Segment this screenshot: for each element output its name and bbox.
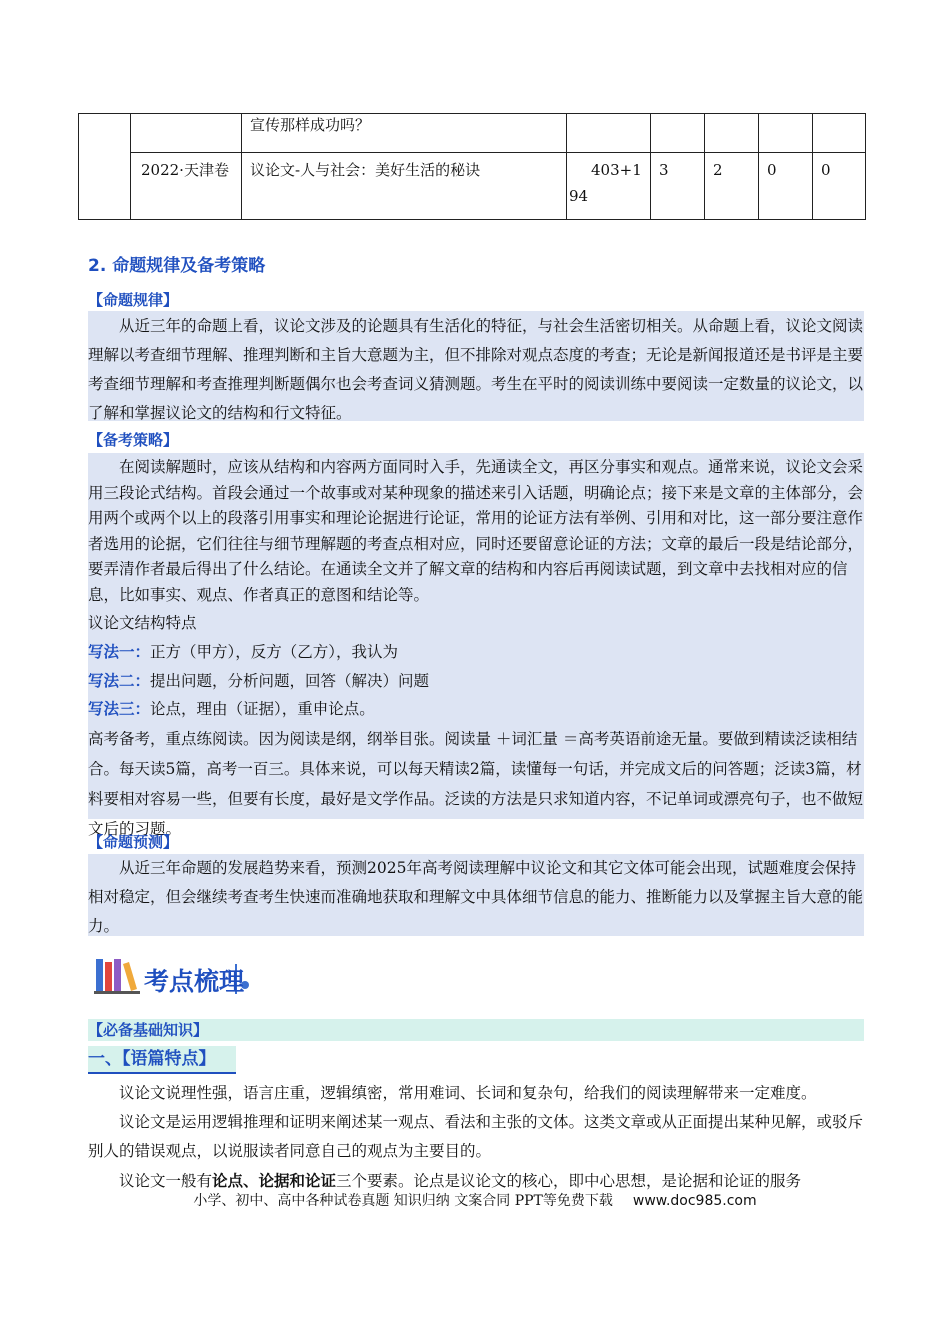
basics-heading: 【必备基础知识】 [88, 1021, 209, 1039]
table-cell [651, 114, 705, 153]
basics-bar [88, 1019, 864, 1041]
features-paragraph-2: 议论文是运用逻辑推理和证明来阐述某一观点、看法和主张的文体。这类文章或从正面提出某种见解，或驳斥别人的错误观点，以说服读者同意自己的观点为主要目的。 [88, 1113, 864, 1160]
table-row [79, 153, 866, 220]
prediction-block [88, 854, 864, 936]
features-paragraph-1: 议论文说理性强，语言庄重，逻辑缜密，常用难词、长词和复杂句，给我们的阅读理解带来一定难度。 [119, 1084, 817, 1102]
exam-stats-table [78, 113, 866, 220]
table-cell: 2022·天津卷 [131, 153, 242, 220]
structure-title: 议论文结构特点 [88, 614, 197, 632]
method-label: 写法二： [88, 671, 151, 690]
table-row [79, 114, 866, 153]
footer-text: 小学、初中、高中各种试卷真题 知识归纳 文案合同 PPT等免费下载 [193, 1193, 613, 1209]
strategy-block [88, 453, 864, 838]
strategy-paragraph: 在阅读解题时，应该从结构和内容两方面同时入手，先通读全文，再区分事实和观点。通常来说，议论文会采用三段论式结构。首段会通过一个故事或对某种现象的描述来引入话题，明确论点；接下来是文章的主体部分，会用两个或两个以上的段落引用事实和理论论据进行论证，常用的论证方法有举例、引用和对比，这一部分要注意作者选用的论据，它们往往与细节理解题的考查点相对应，同时还要留意论证的方法；文章的最后一段是结论部分，要弄清作者最后得出了什么结论。在通读全文并了解文章的结构和内容后再阅读试题，到文章中去找相对应的信息，比如事实、观点、作者真正的意图和结论等。 [88, 458, 864, 604]
table-cell: 3 [651, 153, 705, 220]
table-cell [131, 114, 242, 153]
features-text: 议论文一般有 [119, 1172, 213, 1190]
section-title: 2. 命题规律及备考策略 [88, 256, 266, 276]
method-text: 正方（甲方），反方（乙方），我认为 [150, 643, 399, 661]
part1-title [88, 1046, 236, 1074]
table-cell [759, 114, 813, 153]
features-text: 三个要素。论点是议论文的核心，即中心思想，是论据和论证的服务 [336, 1172, 802, 1190]
features-bold-text: 论点、论据和论证 [212, 1171, 337, 1190]
method-text: 论点，理由（证据），重申论点。 [150, 700, 375, 718]
banner-title: 考点梳理 [144, 967, 245, 996]
prediction-paragraph: 从近三年命题的发展趋势来看，预测2025年高考阅读理解中议论文和其它文体可能会出现，试题难度会保持相对稳定，但会继续考查考生快速而准确地获取和理解文中具体细节信息的能力、推断能力以及掌握主旨大意的能力。 [88, 859, 864, 935]
rules-paragraph: 从近三年的命题上看，议论文涉及的论题具有生活化的特征，与社会生活密切相关。从命题上看，议论文阅读理解以考查细节理解、推理判断和主旨大意题为主，但不排除对观点态度的考查；无论是新闻报道还是书评是主要考查细节理解和考查推理判断题偶尔也会考查词义猜测题。考生在平时的阅读训练中要阅读一定数量的议论文，以了解和掌握议论文的结构和行文特征。 [88, 317, 864, 422]
method-line-1 [88, 638, 864, 667]
table-cell [567, 114, 651, 153]
table-cell: 2 [705, 153, 759, 220]
table-cell: 0 [759, 153, 813, 220]
kaodian-banner [92, 952, 282, 1002]
rules-heading: 【命题规律】 [88, 291, 179, 309]
table-cell [79, 114, 131, 220]
table-cell: 403+194 [567, 153, 651, 220]
method-line-2 [88, 667, 864, 696]
strategy-heading: 【备考策略】 [88, 431, 179, 449]
advice-paragraph: 高考备考，重点练阅读。因为阅读是纲，纲举目张。阅读量 ＋词汇量 ＝高考英语前途无量。要做到精读泛读相结合。每天读5篇，高考一百三。具体来说，可以每天精读2篇，读懂每一句话，并完成文后的问答题；泛读3篇，材料要相对容易一些，但要有长度，最好是文学作品。泛读的方法是只求知道内容，不记单词或漂亮句子，也不做短文后的习题。 [88, 729, 864, 838]
method-label: 写法一： [88, 643, 151, 661]
table-cell: 宣传那样成功吗？ [242, 114, 567, 153]
table-cell [813, 114, 866, 153]
table-cell [705, 114, 759, 153]
part1-title-text: 一、【语篇特点】 [88, 1049, 216, 1069]
table-cell: 0 [813, 153, 866, 220]
method-label: 写法三： [88, 700, 151, 718]
footer-url[interactable]: www.doc985.com [632, 1193, 757, 1209]
table-cell: 议论文-人与社会：美好生活的秘诀 [242, 153, 567, 220]
method-text: 提出问题，分析问题，回答（解决）问题 [150, 671, 430, 690]
page-footer [0, 1190, 950, 1210]
rules-block [88, 311, 864, 421]
prediction-heading: 【命题预测】 [88, 833, 179, 851]
features-block [88, 1079, 864, 1196]
method-line-3 [88, 695, 864, 724]
